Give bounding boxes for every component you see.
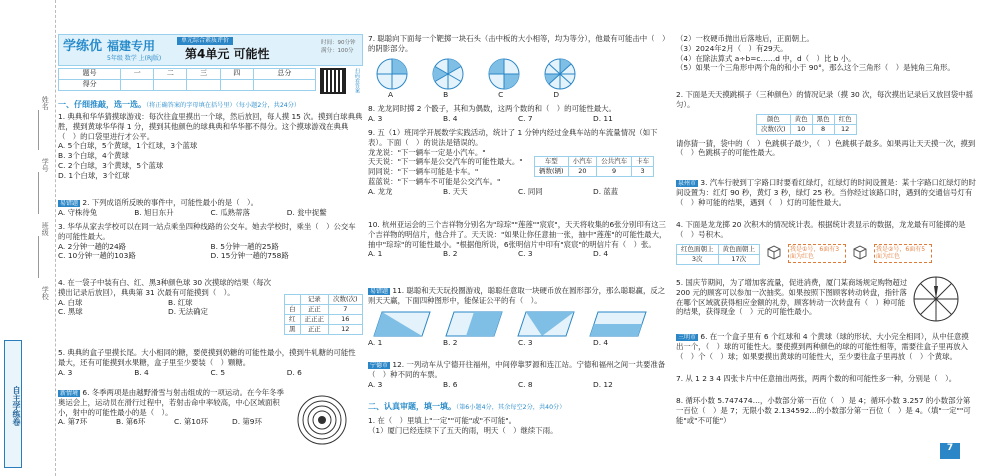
table-header: 红色 — [834, 114, 856, 124]
option: A. 1 — [368, 337, 383, 347]
table-cell: 白 — [285, 305, 301, 315]
block-1-note: 我是①号，6面有3面为红色 — [788, 244, 846, 264]
statement: 龙龙说："下一辆车一定是小汽车。" — [368, 147, 486, 157]
option: C. 5 — [210, 367, 226, 377]
fill-4 — [676, 220, 976, 265]
question-3 — [58, 222, 363, 261]
table-cell: 次数(次) — [757, 124, 791, 134]
divider — [38, 172, 39, 214]
question-text: 5. 典典的盒子里摸长尾。大小相同的糖，要使摸到奶糖的可能性最小，摸到牛轧糖的可能性最大，还有可能摸到水果糖，盒子里至少要装（ ）颗糖。 — [58, 348, 356, 367]
option: D. 6 — [286, 367, 302, 377]
table-row — [285, 305, 363, 315]
option: C. 黑球 — [58, 307, 83, 317]
question-8 — [368, 104, 668, 124]
target-d-icon — [544, 58, 576, 90]
table-row — [677, 244, 760, 254]
cube-icon — [852, 244, 868, 260]
table-header: 黄色面朝上 — [718, 244, 760, 254]
table-cell: 9 — [597, 167, 632, 177]
page-header — [58, 34, 363, 66]
table-cell: 三 — [187, 69, 220, 80]
question-text: 2. 下列成语所反映的事件中，可能性最小的是（ ）。 — [82, 198, 259, 207]
question-10 — [368, 220, 668, 259]
option: D. 第9环 — [232, 417, 262, 427]
fill-1 — [368, 416, 668, 436]
question-4 — [58, 278, 278, 317]
section-title: 二、认真审题，填一填。 — [368, 402, 456, 411]
option: A. 龙龙 — [368, 186, 393, 196]
option: C. 第10环 — [174, 417, 209, 427]
table-cell: 四 — [220, 69, 253, 80]
question-tag: 宁德市 — [370, 362, 389, 369]
question-12 — [368, 360, 668, 389]
table-cell: 17次 — [718, 254, 760, 264]
question-text: 3. 华华从家去学校可以在同一站点乘坐四种线路的公交车。她去学校时，乘坐（ ）公交车的可能性最大。 — [58, 222, 356, 241]
table-cell: 正正 — [300, 325, 329, 335]
table-header: 红色面朝上 — [677, 244, 719, 254]
option: A. 1 — [368, 249, 383, 259]
option: C. 8 — [518, 379, 533, 389]
option: A. 3 — [368, 379, 383, 389]
page-number: 7 — [940, 443, 960, 459]
question-text: 2. 下面是天天摸跳棋子（三种颜色）的情况记录（摸 30 次，每次摸出记录后又放回袋中摇匀）。 — [676, 90, 973, 109]
option: B — [443, 89, 449, 99]
question-5 — [58, 348, 363, 377]
full-score-label: 满分：100分 — [321, 48, 354, 55]
table-cell: 8 — [812, 124, 834, 134]
column-middle — [368, 0, 668, 476]
table-row — [285, 315, 363, 325]
parallelogram-d-icon — [588, 310, 648, 338]
option: D. 瓮中捉鳖 — [286, 207, 327, 217]
option: A. 守株待兔 — [58, 207, 98, 217]
parallelogram-a-icon — [372, 310, 432, 338]
table-header: 次数(次) — [329, 295, 363, 305]
sub-question: （1）厦门已经连续下了五天的雨，明天（ ）继续下雨。 — [368, 425, 558, 435]
option: B. 第6环 — [116, 417, 146, 427]
question-text: 4. 在一袋子中装有白、红、黑3种颜色球 30 次摸球的结果（每次摸出记录后放回），典典第 31 次最有可能摸到（ ）。 — [58, 278, 271, 297]
option: D. 15分钟一趟的758路 — [210, 251, 289, 261]
question-tag: 泉州市 — [678, 180, 697, 187]
option: A. 5个白球，5个黄球，1个红球，3个蓝球 — [58, 141, 198, 151]
target-icon — [296, 394, 348, 446]
target-c-icon — [488, 58, 520, 90]
question-text: 5. 国庆节期间，为了增加客流量，促进消费，厦门某商场规定购物超过 200 元的顾客可以参加一次抽奖。如果按照下图顾客转动转盘，指针落在哪个区域就获得相应金额的礼券，顾客转动一次转盘有（ ）种可能的结果，获得现金（ ）元的可能性最小。 — [676, 278, 908, 317]
chess-table — [756, 114, 857, 135]
option: B. 5分钟一趟的25路 — [210, 241, 279, 251]
question-text: 6. 在一个盒子里有 6 个红球和 4 个黄球（球的形状、大小完全相同），从中任意摸出一个，（ ）球的可能性大。要使摸到两种颜色的球的可能性相等，需要往盒子里再放入（ ）个（ ）球；如果要摸出黄球的可能性大，至少要往盒子里再放（ ）个黄球。 — [676, 332, 969, 361]
option: A. 白球 — [58, 297, 83, 307]
section-1-title — [58, 100, 363, 111]
question-2 — [58, 198, 363, 218]
parallelogram-c-icon — [516, 310, 576, 338]
option: A. 3 — [58, 367, 73, 377]
statement: 天天说："下一辆车是公交汽车的可能性最大。" — [368, 157, 523, 167]
table-row — [677, 254, 760, 264]
question-text: 3. 汽车行驶到丁字路口时要看红绿灯，红绿灯的时间设置是：某十字路口红绿灯的时间设置为：红灯 90 秒，黄灯 3 秒，绿灯 25 秒。当你经过该路口时，遇到的交通信号灯有（ ）种可能的结果，遇到（ ）灯的可能性最大。 — [676, 178, 976, 207]
option: D. 4 — [593, 337, 609, 347]
divider — [38, 110, 39, 150]
table-header: 车型 — [535, 157, 569, 167]
table-cell: 正正 — [300, 305, 329, 315]
statement: 蓝蓝说："下一辆车不可能是公交汽车。" — [368, 176, 501, 186]
question-text: 6. 冬季两项是由越野滑雪与射击组成的一项运动。在今年冬季奥运会上，运动员在滑行过程中，若射击命中率较高，中心区域面积小，射中的可能性最小的是（ ）。 — [58, 388, 284, 417]
question-tag: 易错题 — [60, 200, 79, 207]
table-cell: 二 — [154, 69, 187, 80]
target-b-icon — [432, 58, 464, 90]
question-text: 1. 典典和华华猜摸球游戏：每次往盒里摸出一个球，然后放回，每人摸 15 次。摸到白球典典胜，摸到黄球华华得 1 分，摸到其他颜色的球典典和华华都不得分。这个摸球游戏在典典（ ）的口袋里进行才公平。 — [58, 112, 363, 141]
table-row — [757, 114, 857, 124]
option: D. 无法确定 — [168, 307, 208, 317]
parallelogram-b-icon — [444, 310, 504, 338]
table-cell: 3次 — [677, 254, 719, 264]
target-a-icon — [376, 58, 408, 90]
option: A. 3 — [368, 113, 383, 123]
question-11 — [368, 286, 668, 347]
question-7 — [368, 34, 668, 99]
table-cell: 辆数(辆) — [535, 167, 569, 177]
table-cell[interactable] — [121, 80, 154, 91]
table-header: 卡车 — [632, 157, 654, 167]
table-cell[interactable] — [220, 80, 253, 91]
table-row — [757, 124, 857, 134]
option: C. 3 — [518, 249, 533, 259]
fill-5 — [676, 278, 908, 317]
question-6 — [58, 388, 290, 427]
fill-7 — [676, 374, 976, 384]
question-text: 7. 聪聪向下面每一个靶掷一块石头（击中板的大小相等，均为等分），他最有可能击中（ ）的阴影部分。 — [368, 34, 666, 53]
sub-question: （5）如果一个三角形中两个角的和小于 90°，那么这个三角形（ ）是钝角三角形。 — [676, 63, 955, 73]
class-label: 班级 — [41, 222, 50, 236]
table-cell: 正正正 — [300, 315, 329, 325]
question-text: 10. 杭州亚运会的三个吉祥物分别名为"琮琮""莲莲""宸宸"，天天将收集的6张分别印有这三个吉祥物的明信片，他合并了。天天说："如果让你任意抽一张，抽中"莲莲"的可能性最大，抽中"琮琮"的可能性最小。"根据他所说，6张明信片中印有"宸宸"的明信片有（ ）张。 — [368, 220, 667, 249]
table-cell[interactable] — [154, 80, 187, 91]
question-text: 11. 聪聪和天天玩投圈游戏，聪聪任意取一块硬币放在圆形部分，那么聪聪赢，反之则天天赢，下面四种图形中，能保证公平的有（ ）。 — [368, 286, 666, 305]
question-text: 9. 五（1）班同学开展数学实践活动，统计了 1 分钟内经过金典车站的车流量情况（如下表）。下面（ ）的说法是错误的。 — [368, 128, 658, 147]
option: B. 4 — [134, 367, 149, 377]
option: C. 10分钟一趟的103路 — [58, 251, 136, 261]
table-row — [59, 69, 316, 80]
fill-1-continued — [676, 34, 976, 73]
option: D. 12 — [593, 379, 613, 389]
option: A. 第7环 — [58, 417, 88, 427]
table-cell: 12 — [834, 124, 856, 134]
option: D. 4 — [593, 249, 609, 259]
prize-wheel-icon — [913, 276, 959, 322]
logo: 学练优 — [63, 39, 103, 54]
option: D. 蓝蓝 — [593, 186, 619, 196]
option: B. 2 — [443, 337, 458, 347]
column-right — [676, 0, 976, 476]
sub-question: （4）在除法算式 a÷b=c……d 中，d（ ）比 b 小。 — [676, 53, 856, 63]
table-row — [285, 325, 363, 335]
table-cell: 题号 — [59, 69, 121, 80]
exam-meta — [321, 39, 356, 56]
block-2-note: 我是②号，6面有5面为红色 — [874, 244, 932, 264]
table-row — [59, 80, 316, 91]
option: C. 7 — [518, 113, 533, 123]
section-hint: （将正确答案的字母填在括号里）（每小题2分，共24分） — [146, 102, 301, 109]
grade-label: 5年级 数学 上(RJ版) — [107, 55, 162, 62]
cube-icon — [766, 244, 782, 260]
option: B. 天天 — [443, 186, 468, 196]
time-label: 时间：90分钟 — [321, 40, 356, 46]
option: C. 同同 — [518, 186, 543, 196]
table-cell[interactable] — [253, 80, 315, 91]
divider — [38, 236, 39, 278]
option: C. 瓜熟蒂落 — [210, 207, 250, 217]
school-label: 学校 — [41, 286, 50, 300]
id-label: 学号 — [41, 158, 50, 172]
column-left — [58, 0, 363, 476]
option: B. 旭日东升 — [134, 207, 174, 217]
question-tag: 易错题 — [370, 288, 389, 295]
table-cell[interactable] — [187, 80, 220, 91]
option: C. 2个白球，3个黄球，5个蓝球 — [58, 160, 164, 170]
table-header: 黄色 — [790, 114, 812, 124]
question-1 — [58, 112, 363, 180]
question-tag: 新情境 — [60, 390, 79, 397]
table-header: 小汽车 — [568, 157, 597, 167]
table-cell: 20 — [568, 167, 597, 177]
table-cell: 12 — [329, 325, 363, 335]
question-text: 12. 一列动车从宁德开往福州，中间停靠罗源和连江站。宁德和福州之间一共要准备（ ）种不同的车票。 — [368, 360, 666, 379]
option: A — [388, 89, 394, 99]
table-cell: 得分 — [59, 80, 121, 91]
brand-title: 福建专用 — [107, 39, 156, 53]
qr-caption: 扫码看答案 — [354, 68, 360, 93]
option: D. 11 — [593, 113, 613, 123]
traffic-table — [534, 156, 654, 177]
question-text: 8. 龙龙同时掷 2 个骰子，其和为偶数，这两个数的和（ ）的可能性最大。 — [368, 104, 616, 113]
option: A. 2分钟一趟的24路 — [58, 241, 127, 251]
table-header: 记录 — [300, 295, 329, 305]
sub-question: （2）一枚硬币抛出后落地后，正面朝上。 — [676, 34, 814, 43]
block-table — [676, 244, 760, 265]
option: D. 1个白球，3个红球 — [58, 170, 130, 180]
table-row — [535, 157, 654, 167]
table-cell: 一 — [121, 69, 154, 80]
section-hint: （第6小题4分，其余每空2分，共40分） — [456, 404, 566, 411]
table-header: 颜色 — [757, 114, 791, 124]
table-cell: 总分 — [253, 69, 315, 80]
sub-question: （3）2024年2月（ ）有29天。 — [676, 43, 788, 53]
seal-label: 自主学练卷 — [4, 340, 22, 468]
table-header: 黑色 — [812, 114, 834, 124]
qr-code-icon[interactable] — [320, 68, 346, 94]
question-text: 8. 循环小数 5.747474…，小数部分第一百位（ ）是 4；循环小数 3.257 的小数部分第一百位（ ）是 7；无限小数 2.134592…的小数部分第一百位（ ）是 4。（填"一定""可能"或"不可能"） — [676, 396, 971, 425]
option: B. 6 — [443, 379, 458, 389]
statement: 同同说："下一辆车可能是卡车。" — [368, 167, 479, 177]
table-row — [535, 167, 654, 177]
question-text: 4. 下面是龙龙掷 20 次积木的情况统计表。根据统计表显示的数据，龙龙最有可能掷的是（ ）号积木。 — [676, 220, 966, 239]
option: B. 3个白球，4个黄球 — [58, 151, 129, 161]
option: B. 红球 — [168, 297, 193, 307]
page-title: 第4单元 可能性 — [185, 47, 270, 61]
question-text: 请你猜一猜，袋中的（ ）色跳棋子最少，（ ）色跳棋子最多。如果再让天天摸一次，摸到（ ）色跳棋子的可能性最大。 — [676, 138, 976, 158]
binding-strip — [0, 0, 56, 476]
table-cell: 红 — [285, 315, 301, 325]
question-text: 1. 在（ ）里填上"一定""可能"或"不可能"。 — [368, 416, 517, 425]
table-header: 公共汽车 — [597, 157, 632, 167]
table-cell: 10 — [790, 124, 812, 134]
fill-6 — [676, 332, 976, 361]
fill-8 — [676, 396, 976, 425]
section-title: 一、仔细推敲，选一选。 — [58, 100, 146, 109]
table-cell: 16 — [329, 315, 363, 325]
table-row — [285, 295, 363, 305]
table-cell: 7 — [329, 305, 363, 315]
name-label: 姓名 — [41, 96, 50, 110]
unit-tag: 单元综合素质评价 — [177, 37, 233, 45]
option: D — [553, 89, 560, 99]
section-2-title — [368, 402, 668, 413]
option: B. 4 — [443, 113, 458, 123]
score-table — [58, 68, 316, 91]
option: C. 3 — [518, 337, 533, 347]
question-tag: 三明市 — [678, 334, 697, 341]
fill-2 — [676, 90, 976, 158]
option: C — [498, 89, 504, 99]
table-cell: 3 — [632, 167, 654, 177]
tally-table — [284, 294, 363, 335]
option: B. 2 — [443, 249, 458, 259]
question-text: 7. 从 1 2 3 4 四张卡片中任意抽出两张，两两个数的和可能性多一种，分别是（ ）。 — [676, 374, 957, 383]
table-cell: 黑 — [285, 325, 301, 335]
fill-3 — [676, 178, 976, 207]
